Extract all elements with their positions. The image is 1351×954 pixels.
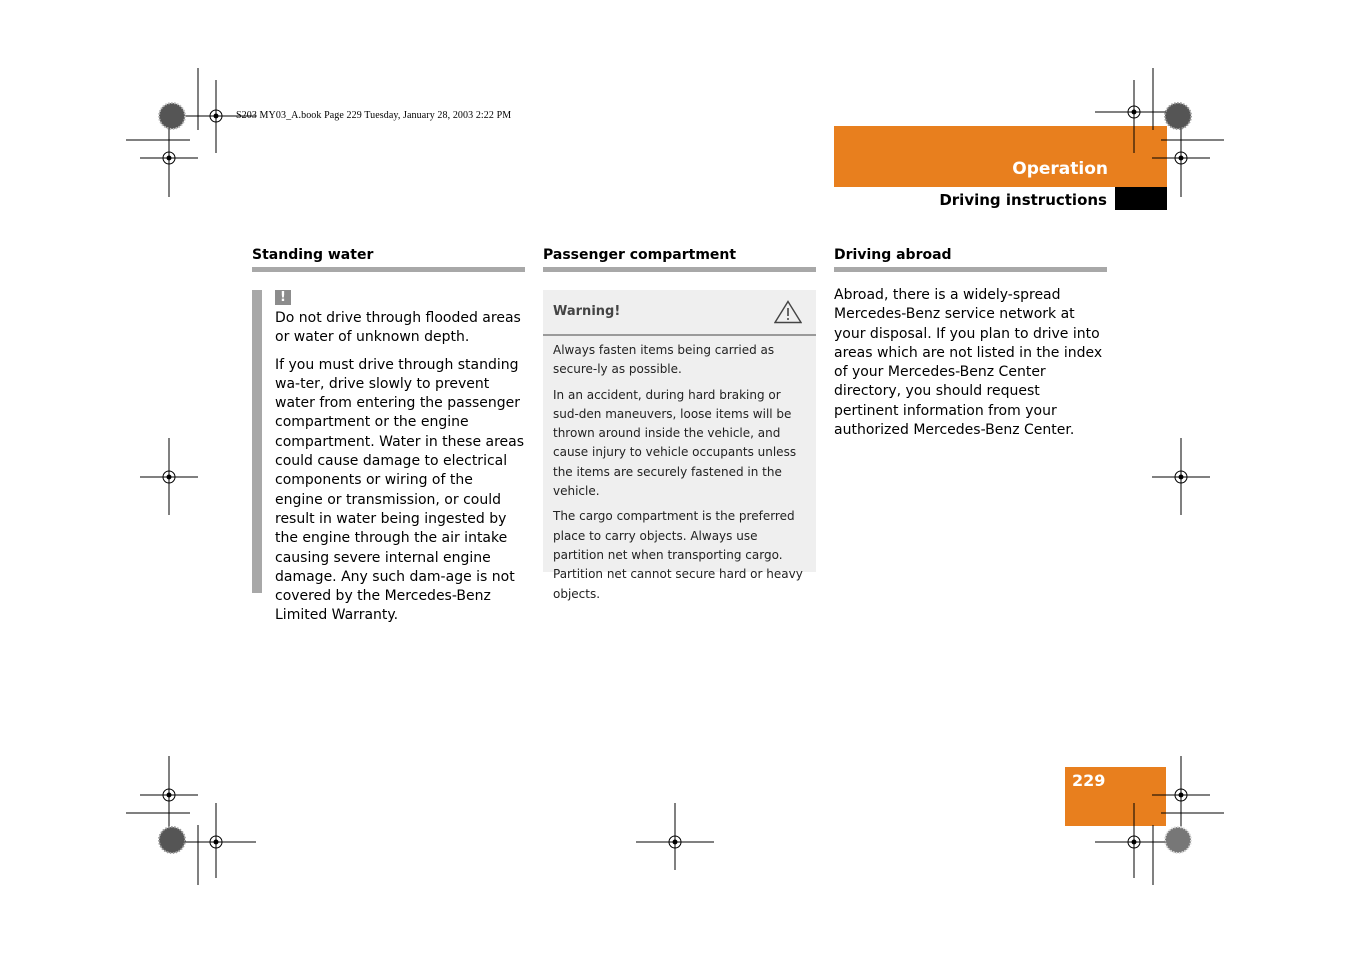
warning-paragraph: The cargo compartment is the preferred place to carry objects. Always use partition net when transporting cargo. Partition net cannot secure hard or heavy objects. <box>553 509 803 601</box>
caution-icon: ! <box>275 290 291 305</box>
heading-passenger-compartment: Passenger compartment <box>543 247 737 263</box>
warning-label: Warning! <box>553 304 621 319</box>
chapter-title: Operation <box>1012 159 1108 179</box>
page-number: 229 <box>1072 771 1106 790</box>
body-paragraph: Abroad, there is a widely-spread Mercedes-Benz service network at your disposal. If you plan to drive into areas which are not listed in the index of your Mercedes-Benz Center directory, you should request pertinent information from your authorized Mercedes-Benz Center. <box>834 287 1103 439</box>
warning-paragraph: Always fasten items being carried as secure-ly as possible. <box>553 343 775 377</box>
heading-driving-abroad: Driving abroad <box>834 247 952 263</box>
note-paragraph: Do not drive through flooded areas or water of unknown depth. <box>275 310 521 346</box>
heading-standing-water: Standing water <box>252 247 374 263</box>
warning-paragraph: In an accident, during hard braking or sud-den maneuvers, loose items will be thrown around inside the vehicle, and cause injury to vehicle occupants unless the items are securely fastened in the vehicle. <box>553 387 797 499</box>
print-header: S203 MY03_A.book Page 229 Tuesday, January 28, 2003 2:22 PM <box>236 110 512 121</box>
note-paragraph: If you must drive through standing wa-ter, drive slowly to prevent water from entering the passenger compartment or the engine compartment. Water in these areas could cause damage to electrical components or wiring of the engine or transmission, or could result in water being ingested by the engine through the air intake causing severe internal engine damage. Any such dam-age is not covered by the Mercedes-Benz Limited Warranty. <box>275 356 525 624</box>
section-title: Driving instructions <box>939 191 1107 209</box>
